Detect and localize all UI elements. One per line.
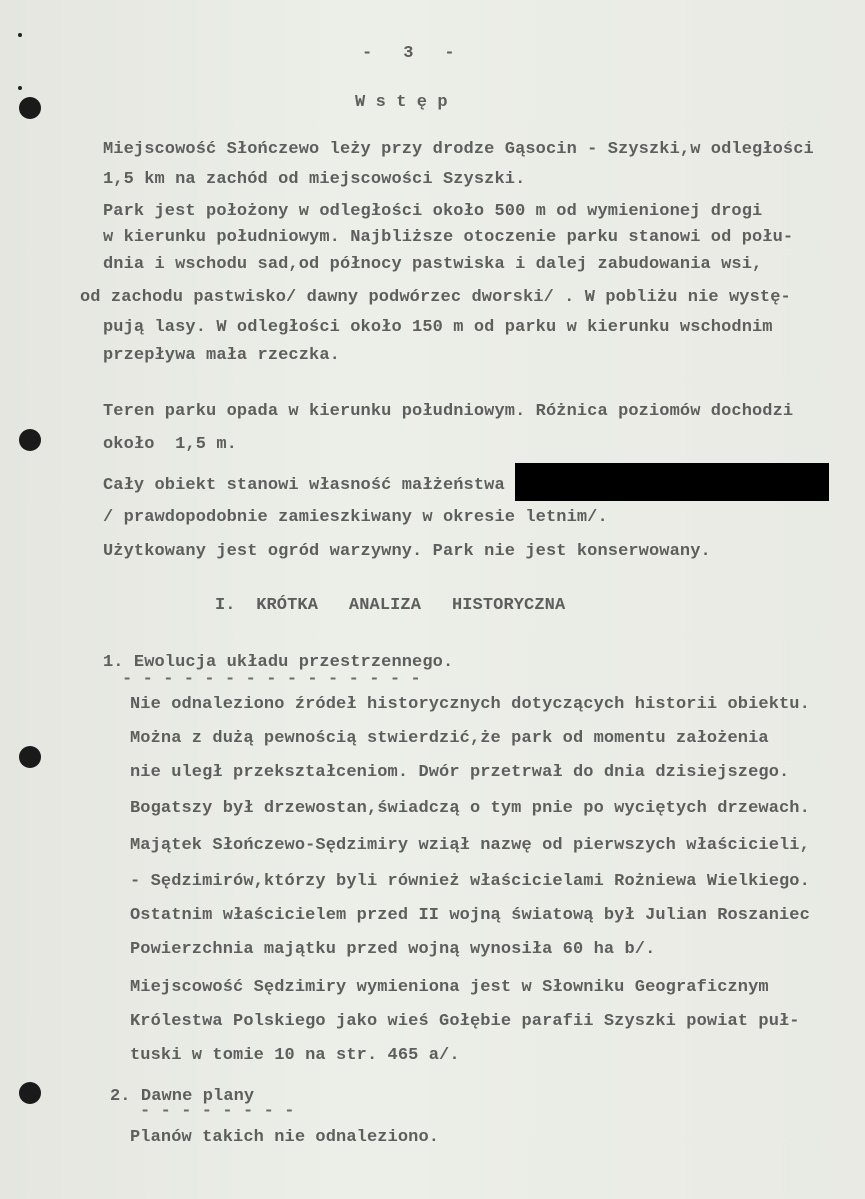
text-line: Miejscowość Słończewo leży przy drodze Gąsocin - Szyszki,w odległości xyxy=(103,140,814,159)
text-line: Majątek Słończewo-Sędzimiry wziął nazwę od pierwszych właścicieli, xyxy=(130,836,810,855)
text-line: około 1,5 m. xyxy=(103,435,237,454)
text-line: od zachodu pastwisko/ dawny podwórzec dworski/ . W pobliżu nie wystę- xyxy=(80,288,791,307)
page-number: - 3 - xyxy=(362,44,455,63)
text-line: nie uległ przekształceniom. Dwór przetrwał do dnia dzisiejszego. xyxy=(130,763,790,782)
text-line: przepływa mała rzeczka. xyxy=(103,346,340,365)
punch-hole xyxy=(19,97,41,119)
text-line: pują lasy. W odległości około 150 m od parku w kierunku wschodnim xyxy=(103,318,773,337)
text-line: Użytkowany jest ogród warzywny. Park nie jest konserwowany. xyxy=(103,542,711,561)
section-heading: I. KRÓTKA ANALIZA HISTORYCZNA xyxy=(215,596,566,615)
text-line: Park jest położony w odległości około 500 m od wymienionej drogi xyxy=(103,202,763,221)
text-line: dnia i wschodu sad,od północy pastwiska i dalej zabudowania wsi, xyxy=(103,255,763,274)
text-line: Miejscowość Sędzimiry wymieniona jest w Słowniku Geograficznym xyxy=(130,978,769,997)
text-line: Ostatnim właścicielem przed II wojną światową był Julian Roszaniec xyxy=(130,906,810,925)
page-title: W s t ę p xyxy=(355,93,448,112)
subsection-title: 1. Ewolucja układu przestrzennego. xyxy=(103,653,454,672)
text-line: Królestwa Polskiego jako wieś Gołębie parafii Szyszki powiat puł- xyxy=(130,1012,800,1031)
speck xyxy=(18,33,22,37)
redaction-box xyxy=(515,463,829,501)
text-line: - Sędzimirów,którzy byli również właścicielami Rożniewa Wielkiego. xyxy=(130,872,810,891)
text-line: Powierzchnia majątku przed wojną wynosiła 60 ha b/. xyxy=(130,940,656,959)
text-line: 1,5 km na zachód od miejscowości Szyszki. xyxy=(103,170,526,189)
text-line: Cały obiekt stanowi własność małżeństwa xyxy=(103,476,505,495)
speck xyxy=(18,86,22,90)
punch-hole xyxy=(19,429,41,451)
text-line: w kierunku południowym. Najbliższe otoczenie parku stanowi od połu- xyxy=(103,228,794,247)
underline-dashes: - - - - - - - - xyxy=(140,1102,295,1121)
underline-dashes: - - - - - - - - - - - - - - - xyxy=(122,670,421,689)
subsection-title: 2. Dawne plany xyxy=(110,1087,255,1106)
text-line: Bogatszy był drzewostan,świadczą o tym pnie po wyciętych drzewach. xyxy=(130,799,810,818)
text-line: / prawdopodobnie zamieszkiwany w okresie letnim/. xyxy=(103,508,608,527)
text-line: Teren parku opada w kierunku południowym. Różnica poziomów dochodzi xyxy=(103,402,794,421)
punch-hole xyxy=(19,746,41,768)
text-line: Można z dużą pewnością stwierdzić,że park od momentu założenia xyxy=(130,729,769,748)
text-line: Planów takich nie odnaleziono. xyxy=(130,1128,440,1147)
text-line: Nie odnaleziono źródeł historycznych dotyczących historii obiektu. xyxy=(130,695,810,714)
punch-hole xyxy=(19,1082,41,1104)
text-line: tuski w tomie 10 na str. 465 a/. xyxy=(130,1046,460,1065)
